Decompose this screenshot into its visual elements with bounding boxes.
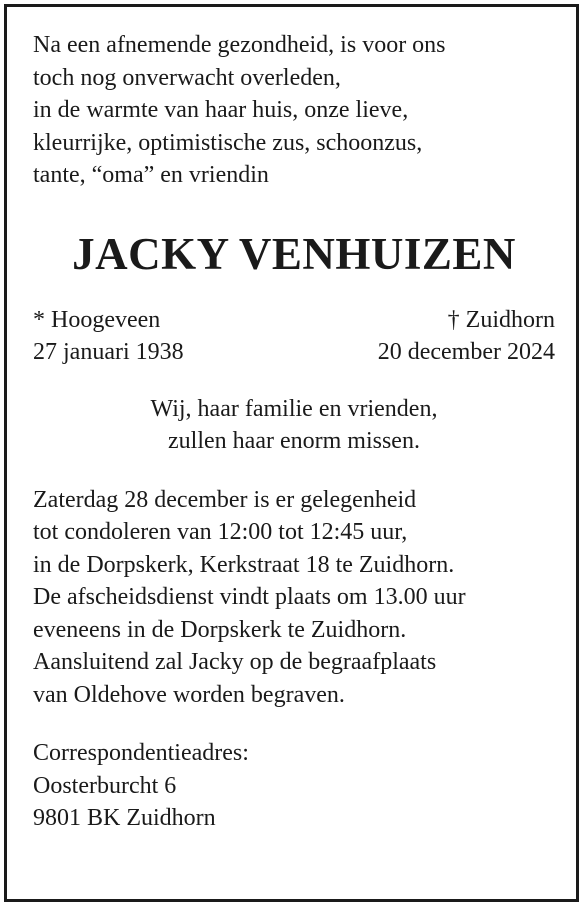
death-info — [378, 304, 555, 369]
correspondence-address — [33, 737, 555, 835]
announcement-content — [33, 29, 555, 835]
intro-line: in de warmte van haar huis, onze lieve, — [33, 97, 409, 123]
closing-message — [33, 393, 555, 458]
life-dates — [33, 304, 555, 369]
intro-line: kleurrijke, optimistische zus, schoonzus, — [33, 129, 423, 156]
closing-line: zullen haar enorm missen. — [168, 428, 420, 454]
closing-line: Wij, haar familie en vrienden, — [150, 395, 438, 422]
service-line: Zaterdag 28 december is er gelegenheid — [33, 486, 417, 513]
address-city: 9801 BK Zuidhorn — [33, 805, 216, 831]
announcement-border — [4, 4, 579, 902]
service-line: in de Dorpskerk, Kerkstraat 18 te Zuidhorn. — [33, 551, 455, 578]
address-street: Oosterburcht 6 — [33, 772, 177, 799]
intro-line: Na een afnemende gezondheid, is voor ons — [33, 32, 446, 58]
birth-date: 27 januari 1938 — [33, 339, 184, 365]
death-date: 20 december 2024 — [377, 339, 555, 365]
deceased-name: JACKY VENHUIZEN — [72, 228, 516, 279]
address-label: Correspondentieadres: — [33, 740, 249, 766]
service-details — [33, 484, 555, 712]
birth-place: * Hoogeveen — [33, 306, 161, 333]
birth-info — [33, 304, 184, 369]
intro-line: toch nog onverwacht overleden, — [33, 64, 341, 91]
intro-line: tante, “oma” en vriendin — [33, 162, 269, 188]
service-line: Aansluitend zal Jacky op de begraafplaats — [33, 649, 437, 675]
service-line: van Oldehove worden begraven. — [33, 681, 345, 708]
intro-text — [33, 29, 555, 192]
service-line: eveneens in de Dorpskerk te Zuidhorn. — [33, 616, 407, 643]
death-place: † Zuidhorn — [447, 306, 555, 333]
service-line: De afscheidsdienst vindt plaats om 13.00 uur — [33, 584, 466, 610]
service-line: tot condoleren van 12:00 tot 12:45 uur, — [33, 519, 408, 545]
